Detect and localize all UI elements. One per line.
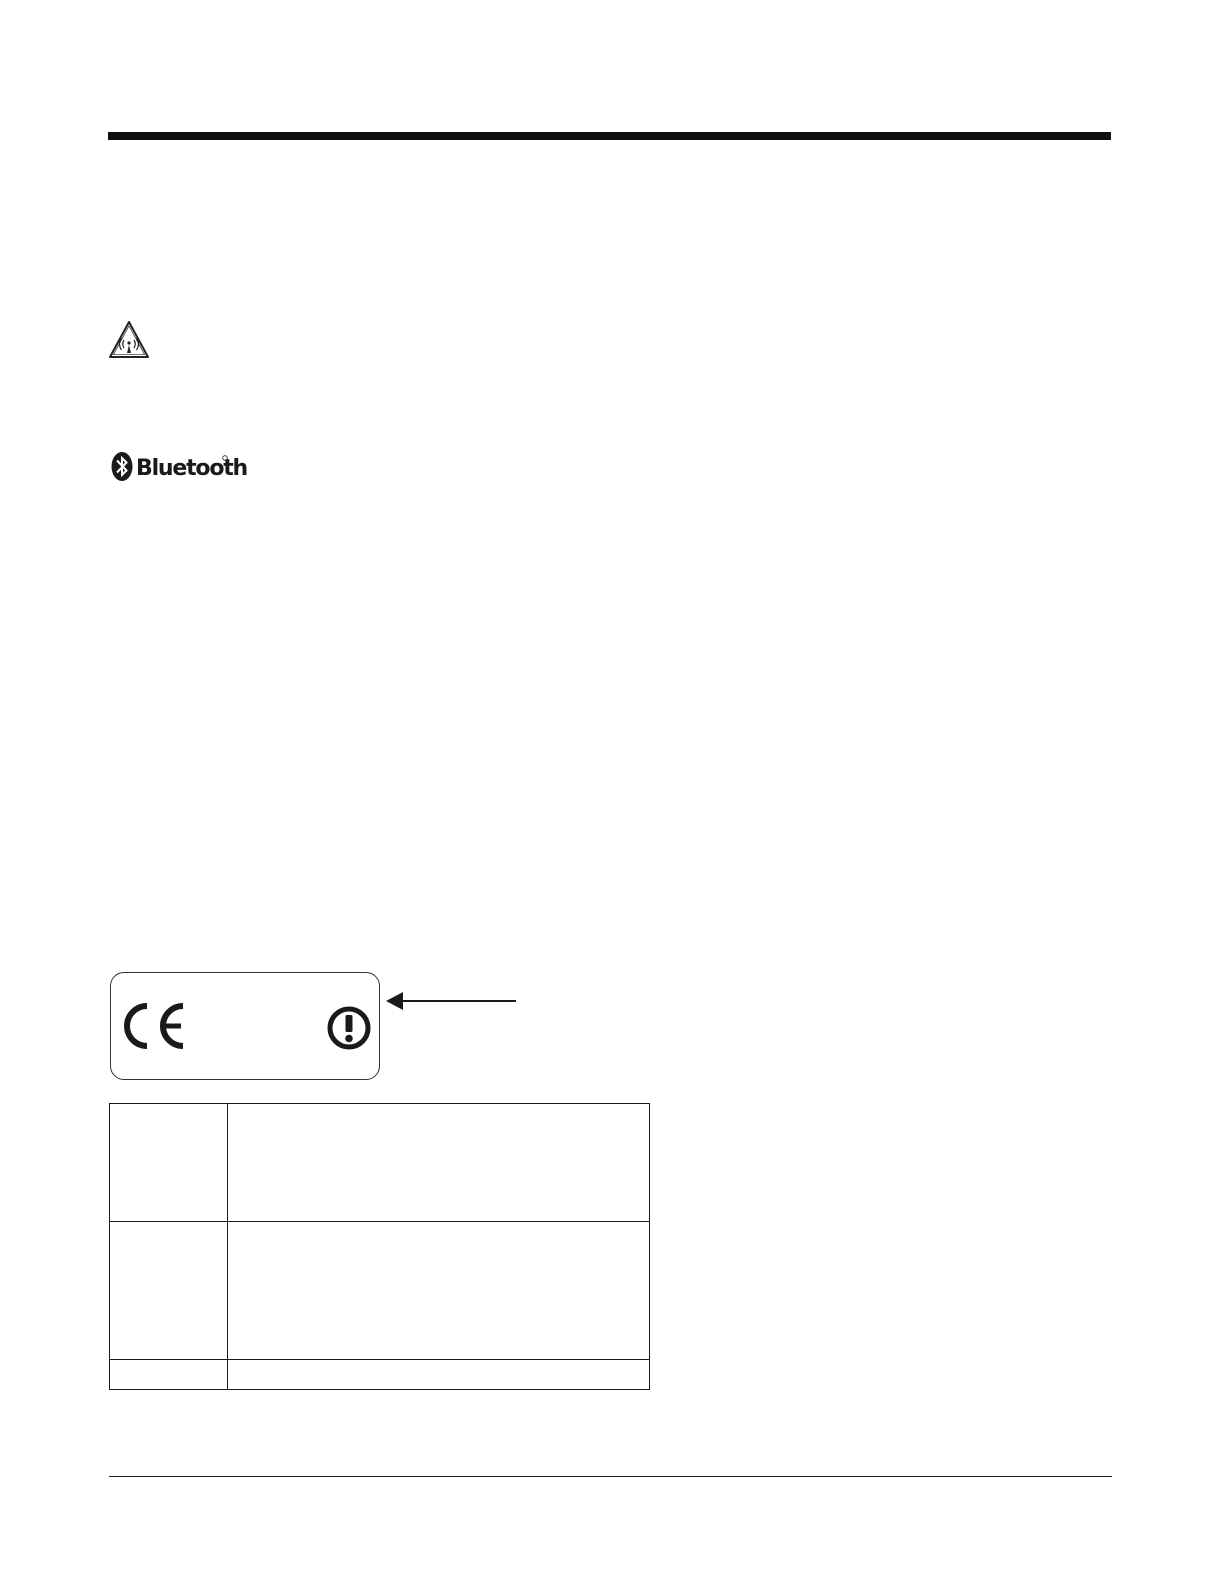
table-cell-label xyxy=(110,1359,228,1389)
product-label xyxy=(110,972,380,1080)
spec-table xyxy=(109,1103,650,1390)
table-cell-label xyxy=(110,1222,228,1359)
ce-mark-icon xyxy=(123,1001,189,1051)
table-row xyxy=(110,1222,650,1359)
table-cell-value xyxy=(228,1359,650,1389)
table-row xyxy=(110,1359,650,1389)
table-cell-value xyxy=(228,1104,650,1222)
footer-rule xyxy=(109,1476,1112,1477)
table-row xyxy=(110,1104,650,1222)
header-rule xyxy=(108,132,1111,140)
bluetooth-wordmark: Bluetooth xyxy=(136,456,248,481)
arrow-left-icon xyxy=(385,988,517,1014)
table-cell-label xyxy=(110,1104,228,1222)
rf-warning-icon xyxy=(108,320,150,360)
table-cell-value xyxy=(228,1222,650,1359)
alert-circle-icon xyxy=(326,1005,372,1051)
bluetooth-logo xyxy=(110,451,248,483)
